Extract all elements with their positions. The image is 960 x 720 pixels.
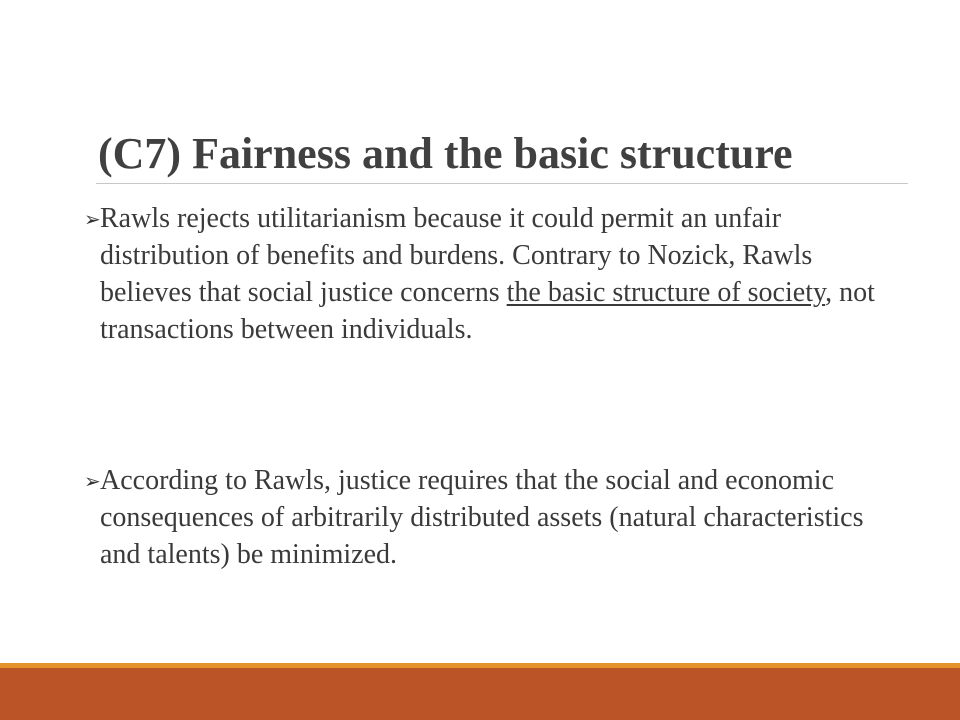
bullet-2-text: According to Rawls, justice requires that the social and economic consequences of arbitrarily distributed assets (natural characteristics and talents) be minimized.: [100, 465, 864, 570]
bullet-1-underlined-phrase: the basic structure of society: [506, 277, 826, 308]
bullet-point-1: [84, 200, 890, 348]
bullet-point-2: [84, 462, 890, 573]
arrow-bullet-icon: ➢: [84, 209, 101, 231]
bullet-1-text-end: , not transactions between individuals.: [100, 277, 875, 345]
footer-band: [0, 668, 960, 720]
slide-title: (C7) Fairness and the basic structure: [98, 129, 793, 178]
arrow-bullet-icon: ➢: [84, 471, 101, 493]
bullet-1-text-start: Rawls rejects utilitarianism because it could permit an unfair distribution of benefits and burdens. Contrary to Nozick, Rawls believes that social justice concerns: [100, 203, 813, 308]
title-divider: [96, 183, 908, 184]
